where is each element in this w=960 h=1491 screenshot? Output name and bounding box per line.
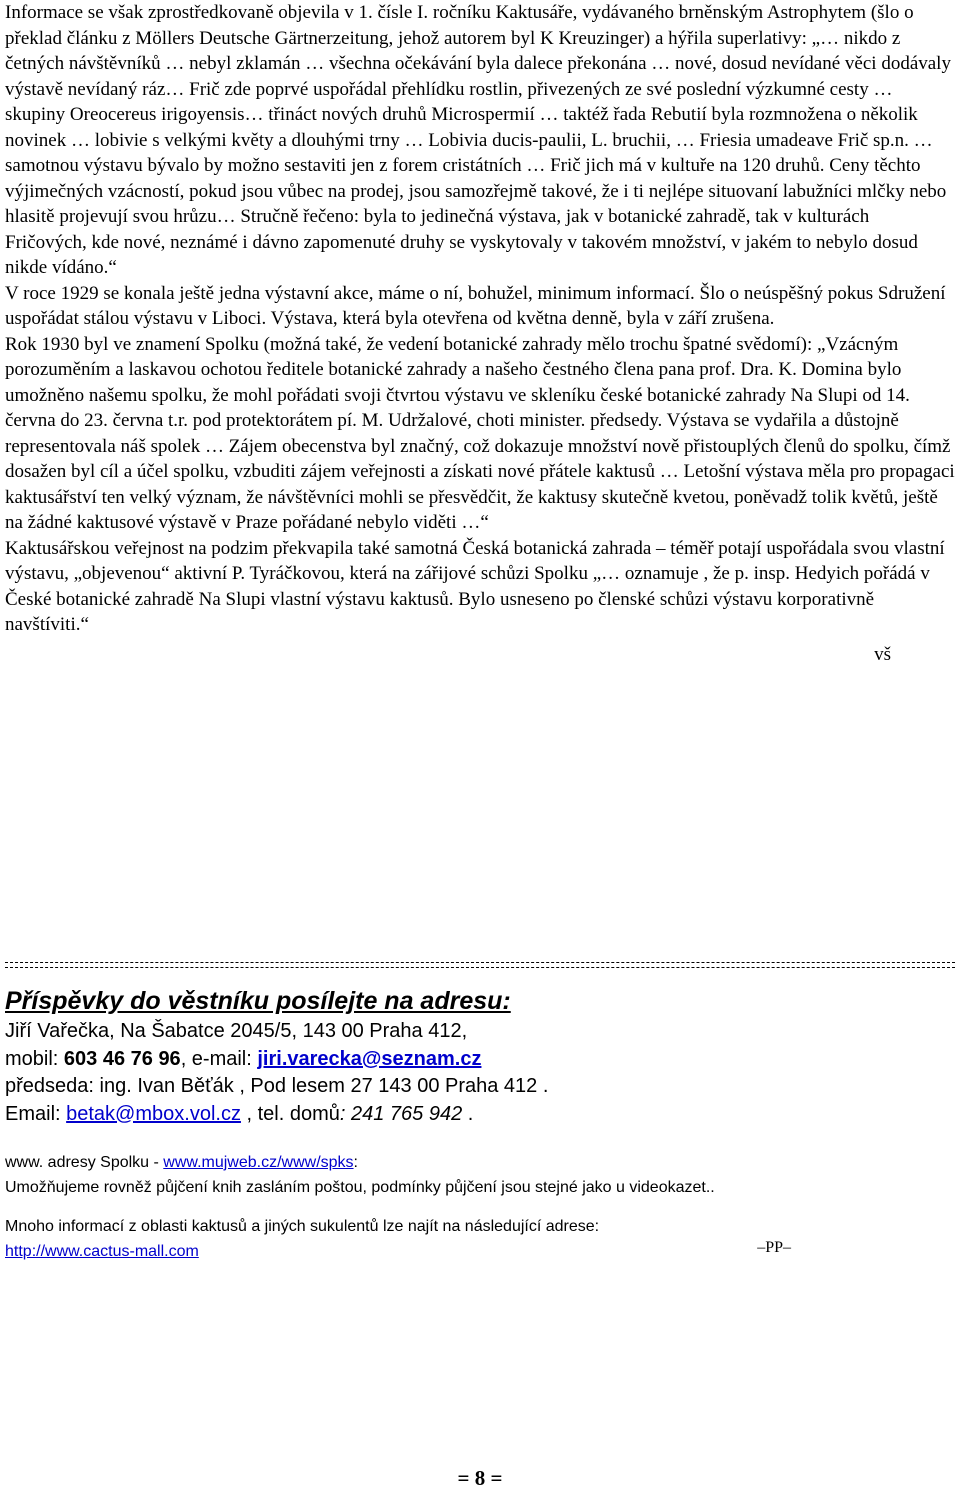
mobile-label: mobil: (5, 1047, 64, 1070)
email2-label: Email: (5, 1102, 67, 1125)
section-divider (5, 962, 955, 968)
info-note: Mnoho informací z oblasti kaktusů a jiných sukulentů lze najít na následující adrese: (5, 1218, 600, 1235)
phone-number: : 241 765 942 (339, 1102, 463, 1125)
editor-address: Jiří Vařečka, Na Šabatce 2045/5, 143 00 Praha 412, (5, 1020, 468, 1042)
library-note: Umožňujeme rovněž půjčení knih zasláním poštou, podmínky půjčení jsou stejné jako u videokazet.. (5, 1179, 715, 1196)
society-web-link[interactable]: www.mujweb.cz/www/spks (163, 1154, 354, 1171)
article-paragraph: Rok 1930 byl ve znamení Spolku (možná také, že vedení botanické zahrady mělo trochu špatné svědomí): „Vzácným porozuměním a laskavou ochotou ředitele botanické zahrady a našeho čestného člena pana prof. Dra. K. Domina bylo umožněno našemu spolku, že mohl pořádati svoji čtvrtou výstavu ve skleníku české botanické zahrady Na Slupi od 14. června do 23. června t.r. pod protektorátem pí. M. Udržalové, choti minister. předsedy. Výstava se vydařila a důstojně representovala náš spolek … Zájem obecenstva byl značný, což dokazuje množství nově přistouplých členů do spolku, čímž dosažen byl cíl a účel spolku, vzbuditi zájem veřejnosti a získati nové přátele kaktusů … Letošní výstava měla pro propagaci kaktusářství ten velký význam, že návštěvníci mohli se přesvědčit, že kaktusy skutečně kvetou, poněvadž tolik květů, ještě na žádné kaktusové výstavě v Praze pořádané nebylo viděti …“ (5, 333, 955, 533)
web-line (5, 1150, 955, 1175)
cactus-mall-link[interactable]: http://www.cactus-mall.com (5, 1243, 199, 1260)
article-paragraph: V roce 1929 se konala ještě jedna výstavní akce, máme o ní, bohužel, minimum informací. Šlo o neúspěšný pokus Sdružení uspořádat stálou výstavu v Liboci. Výstava, která byla otevřena od května denně, byla v září zrušena. (5, 282, 946, 329)
web-label: www. adresy Spolku - (5, 1154, 164, 1171)
author-signature: vš (874, 643, 891, 665)
chair-address: předseda: ing. Ivan Běťák , Pod lesem 27 143 00 Praha 412 . (5, 1075, 549, 1097)
article-body (5, 0, 955, 667)
email-label: , e-mail: (180, 1047, 258, 1070)
web-end: : (353, 1154, 358, 1171)
editor-contact-line (5, 1046, 955, 1074)
chair-contact-line (5, 1101, 955, 1129)
chair-email-link[interactable]: betak@mbox.vol.cz (66, 1102, 241, 1125)
phone-label: , tel. domů (240, 1102, 340, 1125)
phone-end: . (462, 1102, 474, 1125)
contact-section (5, 986, 955, 1264)
page-number: = 8 = (457, 1466, 503, 1490)
info-url-line (5, 1239, 955, 1264)
article-paragraph: Kaktusářskou veřejnost na podzim překvapila také samotná Česká botanická zahrada – téměř potají uspořádala svou vlastní výstavu, „objevenou“ aktivní P. Tyráčkovou, která na zářijové schůzi Spolku „… oznamuje , že p. insp. Hedyich pořádá v České botanické zahradě Na Slupi vlastní výstavu kaktusů. Bylo usneseno po členské schůzi výstavu korporativně navštíviti.“ (5, 537, 945, 635)
article-paragraph: Informace se však zprostředkovaně objevila v 1. čísle I. ročníku Kaktusáře, vydávaného brněnským Astrophytem (šlo o překlad článku z Möllers Deutsche Gärtnerzeitung, jehož autorem byl K Kreuzinger) a hýřila superlativy: „… nikdo z četných návštěvníků … nebyl zklamán … všechna očekávání byla dalece překonána … nové, dosud nevídané věci dodávaly výstavě nevídaný ráz… Frič zde poprvé uspořádal přehlídku rostlin, přivezených ze své poslední výzkumné cesty … skupiny Oreocereus irigoyensis… třináct nových druhů Microspermií … taktéž řada Rebutií byla rozmnožena o několik novinek … lobivie s velkými květy a dlouhými trny … Lobivia ducis-paulii, L. bruchii, … Friesia umadeave Frič sp.n. … samotnou výstavu bývalo by možno sestaviti jen z forem cristátních … Frič jich má v kultuře na 120 druhů. Ceny těchto výjimečných vzácností, pokud jsou vůbec na prodej, jsou samozřejmě takové, že i ti nejlépe situovaní labužníci mlčky nebo hlasitě projevují svou hrůzu… Stručně řečeno: byla to jedinečná výstava, jak v botanické zahradě, tak v kulturách Fričových, kde nové, neznámé i dávno zapomenuté druhy se vyskytovaly v takovém množství, v jakém to nebylo dosud nikde vídáno.“ (5, 2, 951, 278)
contact-heading: Příspěvky do věstníku posílejte na adresu: (5, 987, 511, 1015)
editor-email-link[interactable]: jiri.varecka@seznam.cz (257, 1047, 482, 1070)
credit-initials: –PP– (757, 1239, 791, 1256)
mobile-number: 603 46 76 96 (63, 1047, 181, 1070)
